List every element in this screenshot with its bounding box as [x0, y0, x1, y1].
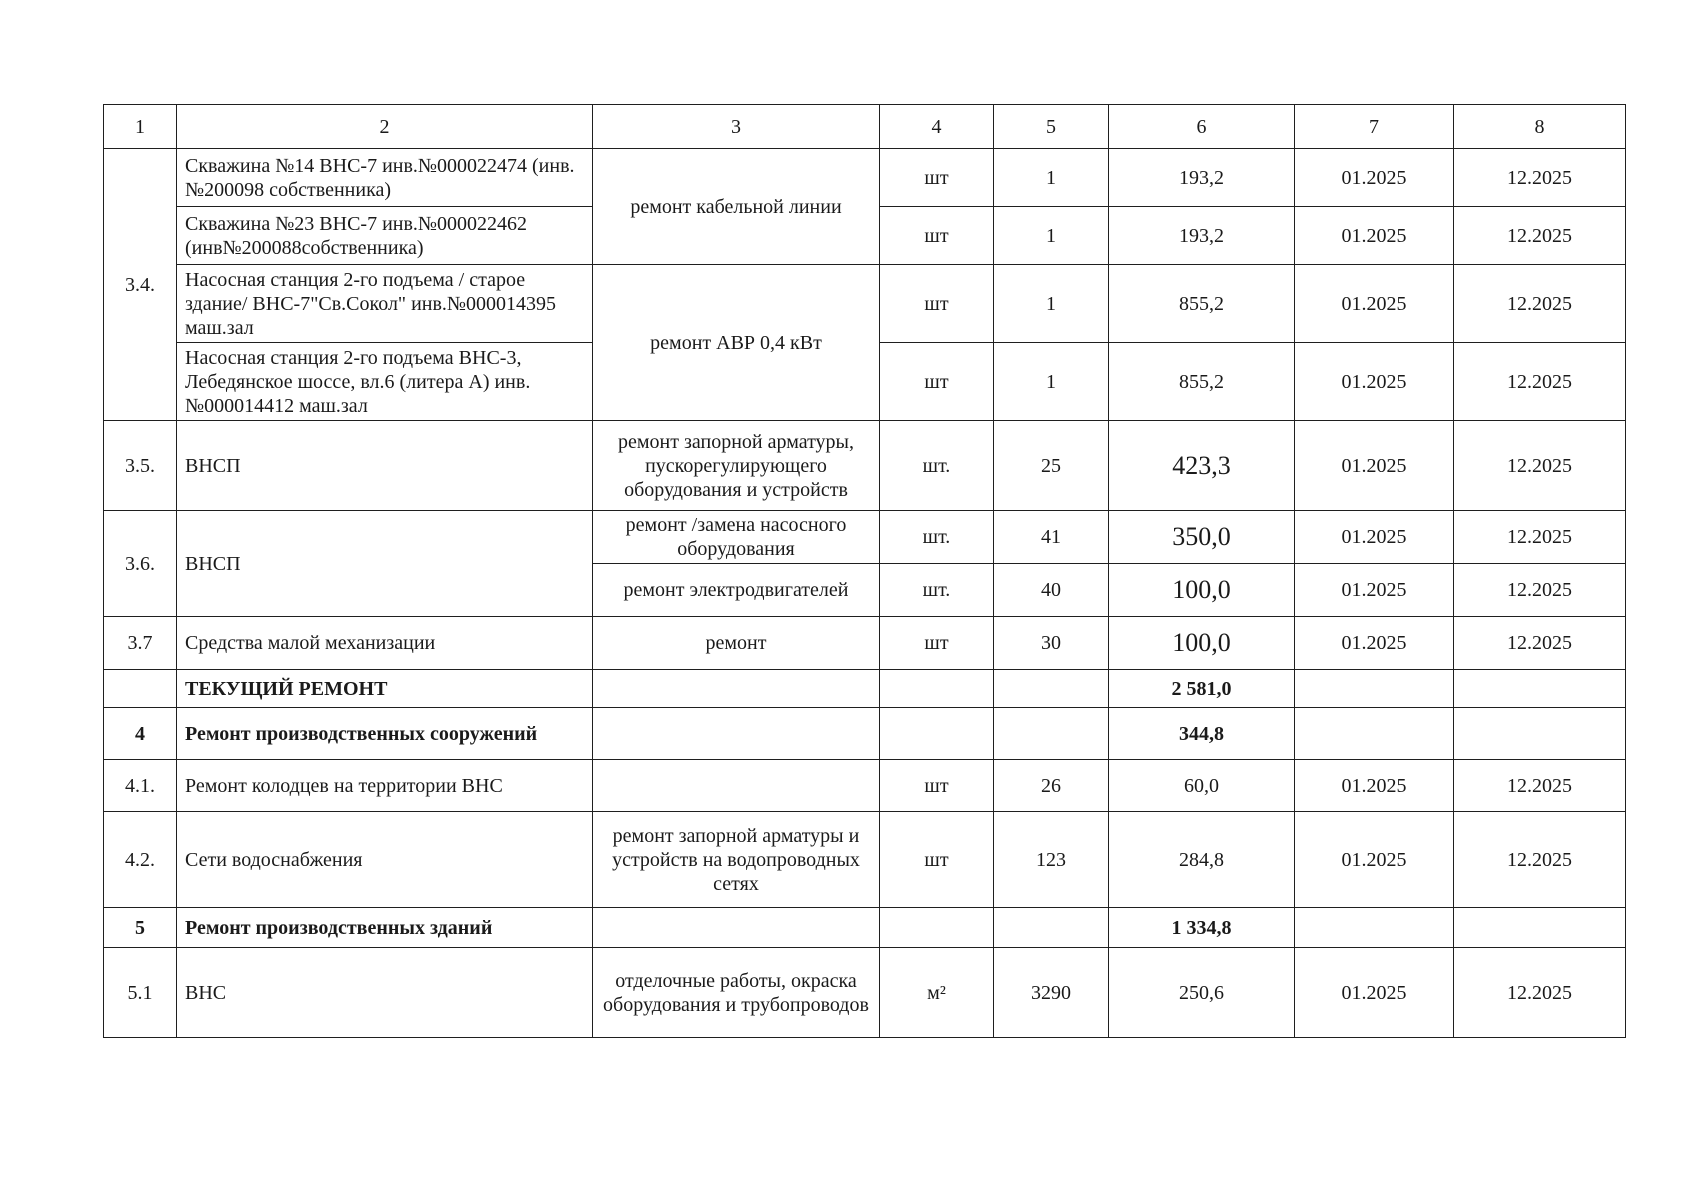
cost-cell: 193,2 [1109, 149, 1295, 207]
start-cell: 01.2025 [1295, 511, 1454, 564]
empty-cell [994, 908, 1109, 948]
section-label: Ремонт производственных сооружений [177, 708, 593, 760]
object-cell: Сети водоснабжения [177, 812, 593, 908]
empty-cell [104, 670, 177, 708]
unit-cell: м² [880, 948, 994, 1038]
qty-cell: 3290 [994, 948, 1109, 1038]
object-cell: Насосная станция 2-го подъема ВНС-3, Лебедянское шоссе, вл.6 (литера А) инв.№000014412 маш.зал [177, 343, 593, 421]
table-row [104, 760, 1626, 812]
work-cell: ремонт [593, 617, 880, 670]
start-cell: 01.2025 [1295, 564, 1454, 617]
unit-cell: шт. [880, 564, 994, 617]
unit-cell: шт [880, 207, 994, 265]
start-cell: 01.2025 [1295, 343, 1454, 421]
work-cell: ремонт запорной арматуры и устройств на водопроводных сетях [593, 812, 880, 908]
empty-cell [994, 670, 1109, 708]
row-number: 3.6. [104, 511, 177, 617]
empty-cell [1295, 670, 1454, 708]
table-row [104, 265, 1626, 343]
empty-cell [593, 670, 880, 708]
qty-cell: 1 [994, 265, 1109, 343]
cost-cell: 100,0 [1109, 617, 1295, 670]
empty-cell [880, 708, 994, 760]
total-cost: 2 581,0 [1109, 670, 1295, 708]
qty-cell: 30 [994, 617, 1109, 670]
start-cell: 01.2025 [1295, 948, 1454, 1038]
start-cell: 01.2025 [1295, 149, 1454, 207]
empty-cell [1454, 908, 1626, 948]
qty-cell: 1 [994, 149, 1109, 207]
end-cell: 12.2025 [1454, 760, 1626, 812]
cost-cell: 350,0 [1109, 511, 1295, 564]
qty-cell: 26 [994, 760, 1109, 812]
section-cost: 344,8 [1109, 708, 1295, 760]
end-cell: 12.2025 [1454, 511, 1626, 564]
header-cell: 8 [1454, 105, 1626, 149]
cost-cell: 284,8 [1109, 812, 1295, 908]
empty-cell [880, 670, 994, 708]
row-number: 3.7 [104, 617, 177, 670]
object-cell: Ремонт колодцев на территории ВНС [177, 760, 593, 812]
object-cell: Скважина №14 ВНС-7 инв.№000022474 (инв.№200098 собственника) [177, 149, 593, 207]
work-cell: ремонт электродвигателей [593, 564, 880, 617]
start-cell: 01.2025 [1295, 265, 1454, 343]
empty-cell [880, 908, 994, 948]
qty-cell: 1 [994, 343, 1109, 421]
cost-cell: 423,3 [1109, 421, 1295, 511]
unit-cell: шт [880, 812, 994, 908]
table-row [104, 149, 1626, 207]
table-row [104, 421, 1626, 511]
empty-cell [994, 708, 1109, 760]
work-cell: ремонт кабельной линии [593, 149, 880, 265]
unit-cell: шт [880, 343, 994, 421]
qty-cell: 123 [994, 812, 1109, 908]
cost-cell: 250,6 [1109, 948, 1295, 1038]
unit-cell: шт. [880, 421, 994, 511]
row-number: 4.2. [104, 812, 177, 908]
work-cell: отделочные работы, окраска оборудования и трубопроводов [593, 948, 880, 1038]
header-cell: 1 [104, 105, 177, 149]
end-cell: 12.2025 [1454, 617, 1626, 670]
unit-cell: шт [880, 149, 994, 207]
work-cell: ремонт АВР 0,4 кВт [593, 265, 880, 421]
total-label: ТЕКУЩИЙ РЕМОНТ [177, 670, 593, 708]
end-cell: 12.2025 [1454, 343, 1626, 421]
cost-cell: 855,2 [1109, 343, 1295, 421]
empty-cell [593, 908, 880, 948]
cost-cell: 60,0 [1109, 760, 1295, 812]
total-row [104, 670, 1626, 708]
section-row [104, 708, 1626, 760]
header-cell: 7 [1295, 105, 1454, 149]
header-cell: 3 [593, 105, 880, 149]
start-cell: 01.2025 [1295, 760, 1454, 812]
start-cell: 01.2025 [1295, 207, 1454, 265]
row-number: 3.5. [104, 421, 177, 511]
table-row [104, 812, 1626, 908]
end-cell: 12.2025 [1454, 421, 1626, 511]
empty-cell [1295, 708, 1454, 760]
start-cell: 01.2025 [1295, 617, 1454, 670]
work-cell: ремонт запорной арматуры, пускорегулирующего оборудования и устройств [593, 421, 880, 511]
header-cell: 4 [880, 105, 994, 149]
unit-cell: шт [880, 265, 994, 343]
qty-cell: 41 [994, 511, 1109, 564]
qty-cell: 40 [994, 564, 1109, 617]
header-row [104, 105, 1626, 149]
object-cell: Насосная станция 2-го подъема / старое здание/ ВНС-7"Св.Сокол" инв.№000014395 маш.зал [177, 265, 593, 343]
section-number: 5 [104, 908, 177, 948]
end-cell: 12.2025 [1454, 948, 1626, 1038]
object-cell: ВНС [177, 948, 593, 1038]
unit-cell: шт [880, 617, 994, 670]
empty-cell [1454, 670, 1626, 708]
header-cell: 5 [994, 105, 1109, 149]
row-number: 4.1. [104, 760, 177, 812]
object-cell: Средства малой механизации [177, 617, 593, 670]
object-cell: Скважина №23 ВНС-7 инв.№000022462 (инв№200088собственника) [177, 207, 593, 265]
header-cell: 6 [1109, 105, 1295, 149]
section-row [104, 908, 1626, 948]
qty-cell: 25 [994, 421, 1109, 511]
row-number: 3.4. [104, 149, 177, 421]
end-cell: 12.2025 [1454, 207, 1626, 265]
repair-plan-table [103, 104, 1626, 1038]
start-cell: 01.2025 [1295, 421, 1454, 511]
section-number: 4 [104, 708, 177, 760]
end-cell: 12.2025 [1454, 564, 1626, 617]
table-row [104, 948, 1626, 1038]
start-cell: 01.2025 [1295, 812, 1454, 908]
unit-cell: шт [880, 760, 994, 812]
work-cell [593, 760, 880, 812]
cost-cell: 193,2 [1109, 207, 1295, 265]
section-cost: 1 334,8 [1109, 908, 1295, 948]
empty-cell [593, 708, 880, 760]
cost-cell: 100,0 [1109, 564, 1295, 617]
end-cell: 12.2025 [1454, 812, 1626, 908]
header-cell: 2 [177, 105, 593, 149]
section-label: Ремонт производственных зданий [177, 908, 593, 948]
object-cell: ВНСП [177, 421, 593, 511]
end-cell: 12.2025 [1454, 265, 1626, 343]
object-cell: ВНСП [177, 511, 593, 617]
empty-cell [1454, 708, 1626, 760]
end-cell: 12.2025 [1454, 149, 1626, 207]
unit-cell: шт. [880, 511, 994, 564]
empty-cell [1295, 908, 1454, 948]
table-row [104, 511, 1626, 564]
qty-cell: 1 [994, 207, 1109, 265]
cost-cell: 855,2 [1109, 265, 1295, 343]
work-cell: ремонт /замена насосного оборудования [593, 511, 880, 564]
table-row [104, 617, 1626, 670]
row-number: 5.1 [104, 948, 177, 1038]
